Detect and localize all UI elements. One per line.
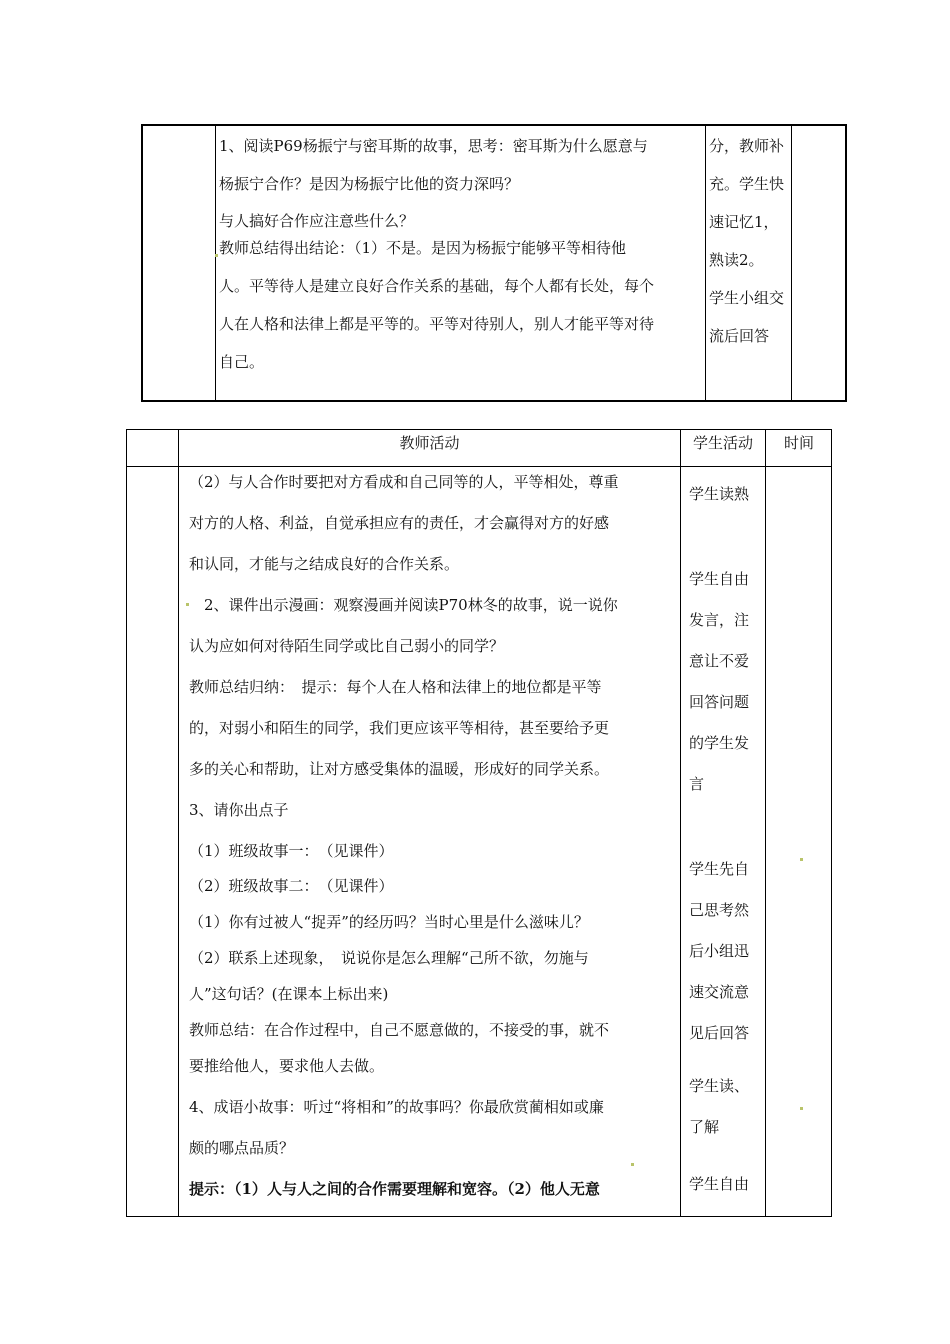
text-line: 1、阅读P69杨振宁与密耳斯的故事，思考：密耳斯为什么愿意与 xyxy=(219,137,648,155)
student-activity-cell xyxy=(689,480,769,1211)
header-teacher-activity: 教师活动 xyxy=(399,434,460,452)
text-line: 后小组迅 xyxy=(689,942,750,960)
text-line: （1）班级故事一： （见课件） xyxy=(189,842,394,860)
text-line: 学生先自 xyxy=(689,860,750,878)
text-line: 学生读熟 xyxy=(689,485,750,503)
text-line: 要推给他人，要求他人去做。 xyxy=(189,1057,385,1075)
text-line: 流后回答 xyxy=(709,327,770,345)
text-line: 认为应如何对待陌生同学或比自己弱小的同学？ xyxy=(189,637,505,655)
text-line: 对方的人格、利益，自觉承担应有的责任，才会赢得对方的好感 xyxy=(189,514,610,532)
text-line: 充。学生快 xyxy=(709,175,785,193)
text-line: 与人搞好合作应注意些什么？ xyxy=(219,212,415,230)
column-divider xyxy=(178,430,179,1216)
text-line: 熟读2。 xyxy=(709,251,764,269)
text-line: 了解 xyxy=(689,1118,720,1136)
text-line: 回答问题 xyxy=(689,693,750,711)
text-line: 多的关心和帮助，让对方感受集体的温暖，形成好的同学关系。 xyxy=(189,760,610,778)
text-line: 分，教师补 xyxy=(709,137,785,155)
text-line: 3、请你出点子 xyxy=(189,801,289,819)
text-line: 的，对弱小和陌生的同学，我们更应该平等相待，甚至要给予更 xyxy=(189,719,610,737)
text-line: 2、课件出示漫画：观察漫画并阅读P70林冬的故事，说一说你 xyxy=(189,596,618,614)
text-line: 发言，注 xyxy=(689,611,750,629)
text-line: 学生小组交 xyxy=(709,289,785,307)
text-line: 教师总结：在合作过程中，自己不愿意做的，不接受的事，就不 xyxy=(189,1021,610,1039)
upper-table xyxy=(141,124,847,402)
text-line: 意让不爱 xyxy=(689,652,750,670)
scan-speck xyxy=(800,858,803,861)
column-divider xyxy=(215,126,216,400)
text-line: （2）与人合作时要把对方看成和自己同等的人，平等相处，尊重 xyxy=(189,473,619,491)
text-line: 人”这句话？(在课本上标出来) xyxy=(189,985,389,1003)
text-line: 学生自由 xyxy=(689,1175,750,1193)
text-line: （2）班级故事二： （见课件） xyxy=(189,877,394,895)
upper-teacher-cell xyxy=(219,132,705,386)
text-line: 教师总结得出结论：（1）不是。是因为杨振宁能够平等相待他 xyxy=(219,239,627,257)
text-line: 速交流意 xyxy=(689,983,750,1001)
text-line: 4、成语小故事：听过“将相和”的故事吗？你最欣赏蔺相如或廉 xyxy=(189,1098,604,1116)
column-divider xyxy=(680,430,681,1216)
text-line: 杨振宁合作？是因为杨振宁比他的资力深吗？ xyxy=(219,175,520,193)
text-line: （2）联系上述现象， 说说你是怎么理解“己所不欲，勿施与 xyxy=(189,949,589,967)
text-line: 提示：（1）人与人之间的合作需要理解和宽容。（2）他人无意 xyxy=(189,1180,600,1198)
text-line: 和认同，才能与之结成良好的合作关系。 xyxy=(189,555,460,573)
text-line: 学生读、 xyxy=(689,1077,750,1095)
text-line: 人在人格和法律上都是平等的。平等对待别人，别人才能平等对待 xyxy=(219,315,655,333)
text-line: 言 xyxy=(689,775,705,793)
text-line: 速记忆1， xyxy=(709,213,779,231)
scan-speck xyxy=(800,1107,803,1110)
lower-table xyxy=(126,429,832,1217)
teacher-activity-cell xyxy=(189,468,673,1205)
scan-speck xyxy=(631,1163,634,1166)
text-line: 的学生发 xyxy=(689,734,750,752)
text-line: 学生自由 xyxy=(689,570,750,588)
text-line: 自己。 xyxy=(219,353,265,371)
scan-speck xyxy=(215,254,218,257)
text-line: （1）你有过被人“捉弄”的经历吗？当时心里是什么滋味儿？ xyxy=(189,913,589,931)
column-divider xyxy=(705,126,706,400)
upper-student-cell xyxy=(709,132,793,360)
header-time: 时间 xyxy=(783,434,814,452)
text-line: 教师总结归纳： 提示：每个人在人格和法律上的地位都是平等 xyxy=(189,678,602,696)
scan-speck xyxy=(186,603,189,606)
text-line: 己思考然 xyxy=(689,901,750,919)
header-divider xyxy=(127,466,831,467)
text-line: 人。平等待人是建立良好合作关系的基础，每个人都有长处，每个 xyxy=(219,277,655,295)
header-student-activity: 学生活动 xyxy=(692,434,753,452)
text-line: 颇的哪点品质？ xyxy=(189,1139,295,1157)
text-line: 见后回答 xyxy=(689,1024,750,1042)
